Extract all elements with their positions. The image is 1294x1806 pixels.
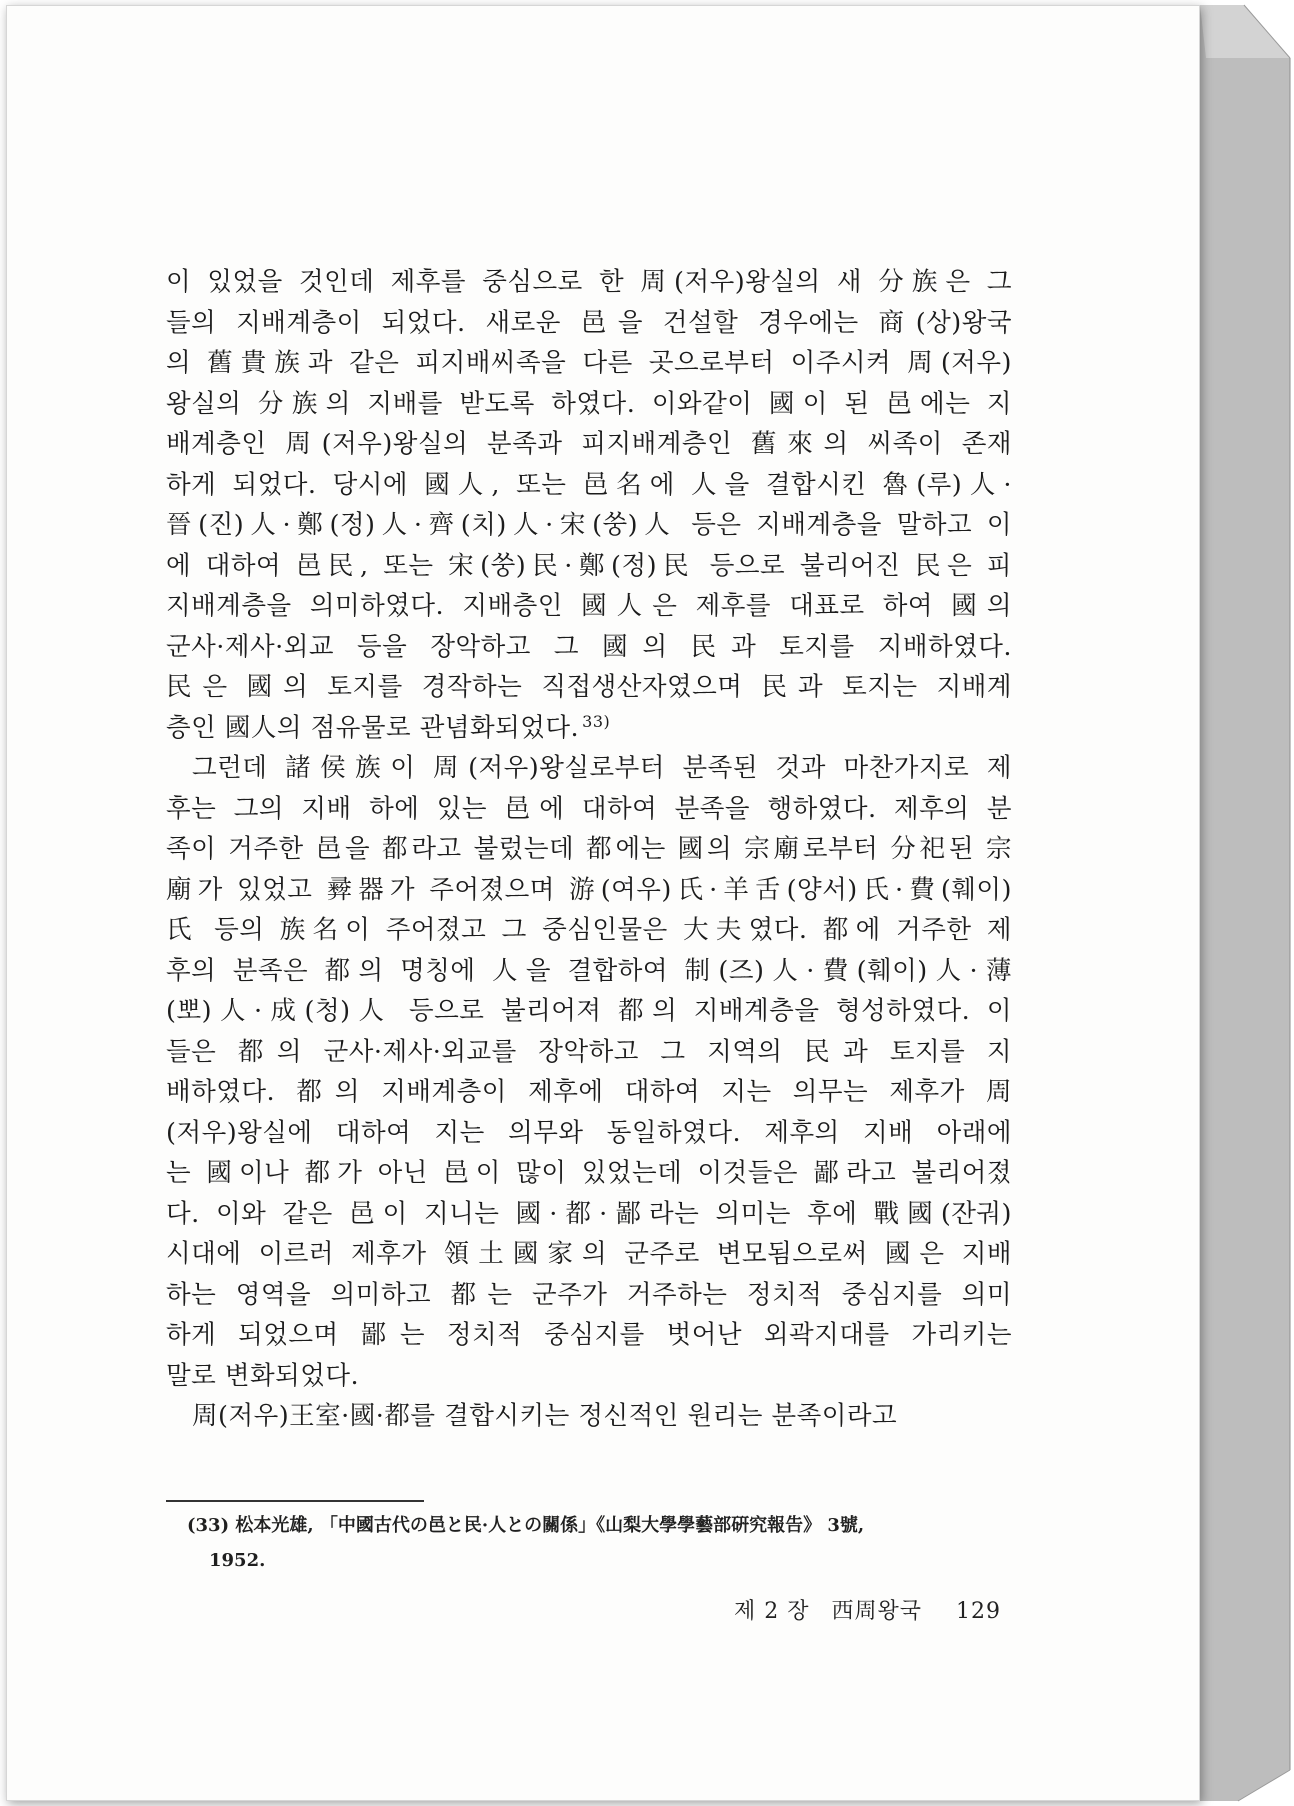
text-line: 족이 거주한 邑을 都라고 불렀는데 都에는 國의 宗廟로부터 分祀된 宗 — [166, 834, 1012, 864]
book-spine — [1200, 0, 1292, 1806]
text-line: 들의 지배계층이 되었다. 새로운 邑을 건설할 경우에는 商(상)왕국 — [166, 307, 1012, 338]
text-line: 들은 都의 군사·제사·외교를 장악하고 그 지역의 民과 토지를 지 — [166, 1036, 1012, 1067]
paragraph — [166, 262, 1012, 748]
text-line: 하게 되었다. 당시에 國人, 또는 邑名에 人을 결합시킨 魯(루)人· — [166, 469, 1012, 500]
text-line: 그런데 諸侯族이 周(저우)왕실로부터 분족된 것과 마찬가지로 제 — [192, 753, 1012, 783]
page-number: 129 — [956, 1599, 1002, 1624]
text-line: 는 國이나 都가 아닌 邑이 많이 있었는데 이것들은 鄙라고 불리어졌 — [166, 1158, 1012, 1188]
text-line: 다. 이와 같은 邑이 지니는 國·都·鄙라는 의미는 후에 戰國(잔궈) — [166, 1198, 1012, 1229]
text-line: 에 대하여 邑民, 또는 宋(쑹)民·鄭(정)民 등으로 불리어진 民은 피 — [166, 550, 1012, 581]
text-line: (뽀)人·成(청)人 등으로 불리어져 都의 지배계층을 형성하였다. 이 — [166, 996, 1012, 1026]
text-line: 하게 되었으며 鄙는 정치적 중심지를 벗어난 외곽지대를 가리키는 — [166, 1320, 1012, 1350]
text-line: 廟가 있었고 彛器가 주어졌으며 游(여우)氏·羊舌(양서)氏·費(훼이) — [166, 874, 1012, 905]
text-line: 말로 변화되었다. — [166, 1360, 360, 1391]
text-line: 시대에 이르러 제후가 領土國家의 군주로 변모됨으로써 國은 지배 — [166, 1239, 1012, 1269]
text-line: 배계층인 周(저우)왕실의 분족과 피지배계층인 舊來의 씨족이 존재 — [166, 429, 1012, 459]
text-line: 후의 분족은 都의 명칭에 人을 결합하여 制(즈)人·費(훼이)人·薄 — [166, 955, 1012, 986]
text-line — [166, 708, 1012, 749]
text-line: 배하였다. 都의 지배계층이 제후에 대하여 지는 의무는 제후가 周 — [166, 1077, 1012, 1107]
footnote-reference[interactable]: 33) — [582, 711, 611, 731]
chapter-title: 西周왕국 — [831, 1599, 923, 1624]
text-line: 군사·제사·외교 등을 장악하고 그 國의 民과 토지를 지배하였다. — [166, 631, 1012, 662]
running-footer — [734, 1594, 1001, 1625]
footnote-33 — [187, 1508, 1017, 1578]
footnote-line: (33) 松本光雄, 「中國古代の邑と民·人との關係」《山梨大學學藝部硏究報告》 3號, — [187, 1515, 865, 1536]
body-text — [166, 262, 1012, 1437]
text-line: 晉(진)人·鄭(정)人·齊(치)人·宋(쑹)人 등은 지배계층을 말하고 이 — [166, 510, 1012, 540]
text-line: 하는 영역을 의미하고 都는 군주가 거주하는 정치적 중심지를 의미 — [166, 1279, 1012, 1310]
text-line: 후는 그의 지배 하에 있는 邑에 대하여 분족을 행하였다. 제후의 분 — [166, 793, 1012, 824]
text-line: 民은 國의 토지를 경작하는 직접생산자였으며 民과 토지는 지배계 — [166, 672, 1012, 702]
paragraph — [166, 748, 1012, 1396]
chapter-label: 제 2 장 — [734, 1599, 810, 1624]
text-line: 의 舊貴族과 같은 피지배씨족을 다른 곳으로부터 이주시켜 周(저우) — [166, 348, 1012, 378]
text-line: 周(저우)王室·國·都를 결합시키는 정신적인 원리는 분족이라고 — [192, 1401, 898, 1431]
text-line: 지배계층을 의미하였다. 지배층인 國人은 제후를 대표로 하여 國의 — [166, 591, 1012, 621]
text-line: 이 있었을 것인데 제후를 중심으로 한 周(저우)왕실의 새 分族은 그 — [166, 267, 1012, 297]
paragraph — [166, 1396, 1012, 1437]
text-line: 왕실의 分族의 지배를 받도록 하였다. 이와같이 國이 된 邑에는 지 — [166, 388, 1012, 419]
footnote-line: 1952. — [209, 1550, 266, 1571]
text-line: (저우)왕실에 대하여 지는 의무와 동일하였다. 제후의 지배 아래에 — [166, 1117, 1012, 1148]
text-run: 층인 國人의 점유물로 관념화되었다. — [166, 712, 580, 743]
text-line: 氏 등의 族名이 주어졌고 그 중심인물은 大夫였다. 都에 거주한 제 — [166, 915, 1012, 945]
footnote-divider — [166, 1500, 424, 1502]
